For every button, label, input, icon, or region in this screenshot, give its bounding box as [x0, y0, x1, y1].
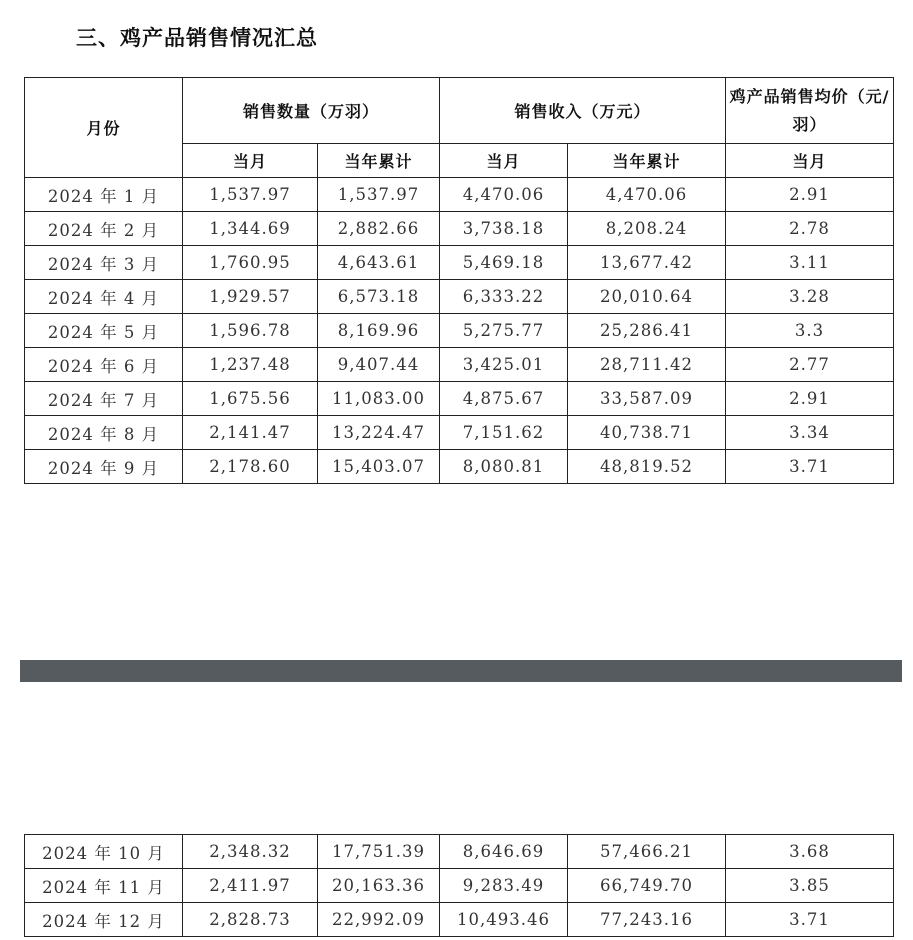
- table-row: [25, 246, 894, 280]
- month-cell: 2024 年 3 月: [25, 246, 183, 280]
- revenue-current-month-cell: 8,080.81: [440, 450, 568, 484]
- qty-ytd-cell: 20,163.36: [318, 869, 440, 903]
- qty-current-month-cell: 1,929.57: [183, 280, 318, 314]
- average-price-cell: 3.85: [726, 869, 894, 903]
- qty-current-month-cell: 2,828.73: [183, 903, 318, 937]
- sales-summary-table: [24, 77, 894, 484]
- revenue-ytd-cell: 77,243.16: [568, 903, 726, 937]
- revenue-current-month-cell: 4,470.06: [440, 178, 568, 212]
- qty-ytd-cell: 11,083.00: [318, 382, 440, 416]
- revenue-ytd-cell: 33,587.09: [568, 382, 726, 416]
- table-row: [25, 280, 894, 314]
- revenue-current-month-cell: 5,275.77: [440, 314, 568, 348]
- table-row: [25, 903, 894, 937]
- qty-current-month-cell: 1,537.97: [183, 178, 318, 212]
- revenue-ytd-cell: 48,819.52: [568, 450, 726, 484]
- revenue-current-month-cell: 8,646.69: [440, 835, 568, 869]
- qty-current-month-cell: 1,344.69: [183, 212, 318, 246]
- table-row: [25, 348, 894, 382]
- revenue-current-month-cell: 4,875.67: [440, 382, 568, 416]
- page-divider: [20, 660, 902, 682]
- header-sales-revenue: 销售收入（万元）: [440, 78, 726, 144]
- revenue-current-month-cell: 9,283.49: [440, 869, 568, 903]
- table-row: [25, 835, 894, 869]
- table-row: [25, 450, 894, 484]
- qty-current-month-cell: 1,675.56: [183, 382, 318, 416]
- month-cell: 2024 年 4 月: [25, 280, 183, 314]
- table-row: [25, 382, 894, 416]
- header-average-price: 鸡产品销售均价（元/羽）: [726, 78, 894, 144]
- month-cell: 2024 年 10 月: [25, 835, 183, 869]
- average-price-cell: 3.34: [726, 416, 894, 450]
- page-title: 三、鸡产品销售情况汇总: [76, 26, 318, 50]
- revenue-ytd-cell: 25,286.41: [568, 314, 726, 348]
- sales-summary-table-continued: [24, 834, 894, 937]
- header-qty-current-month: 当月: [183, 144, 318, 178]
- revenue-ytd-cell: 13,677.42: [568, 246, 726, 280]
- qty-ytd-cell: 22,992.09: [318, 903, 440, 937]
- revenue-ytd-cell: 28,711.42: [568, 348, 726, 382]
- revenue-current-month-cell: 3,738.18: [440, 212, 568, 246]
- table-row: [25, 869, 894, 903]
- header-price-current-month: 当月: [726, 144, 894, 178]
- revenue-current-month-cell: 5,469.18: [440, 246, 568, 280]
- average-price-cell: 3.68: [726, 835, 894, 869]
- month-cell: 2024 年 8 月: [25, 416, 183, 450]
- month-cell: 2024 年 7 月: [25, 382, 183, 416]
- qty-ytd-cell: 9,407.44: [318, 348, 440, 382]
- revenue-ytd-cell: 4,470.06: [568, 178, 726, 212]
- table-row: [25, 212, 894, 246]
- header-revenue-ytd: 当年累计: [568, 144, 726, 178]
- revenue-current-month-cell: 7,151.62: [440, 416, 568, 450]
- month-cell: 2024 年 11 月: [25, 869, 183, 903]
- header-qty-ytd: 当年累计: [318, 144, 440, 178]
- header-sales-quantity: 销售数量（万羽）: [183, 78, 440, 144]
- qty-ytd-cell: 13,224.47: [318, 416, 440, 450]
- revenue-ytd-cell: 57,466.21: [568, 835, 726, 869]
- average-price-cell: 2.91: [726, 178, 894, 212]
- average-price-cell: 3.11: [726, 246, 894, 280]
- qty-current-month-cell: 1,237.48: [183, 348, 318, 382]
- qty-ytd-cell: 4,643.61: [318, 246, 440, 280]
- average-price-cell: 2.91: [726, 382, 894, 416]
- month-cell: 2024 年 1 月: [25, 178, 183, 212]
- header-revenue-current-month: 当月: [440, 144, 568, 178]
- revenue-current-month-cell: 3,425.01: [440, 348, 568, 382]
- month-cell: 2024 年 6 月: [25, 348, 183, 382]
- month-cell: 2024 年 5 月: [25, 314, 183, 348]
- table-row: [25, 416, 894, 450]
- qty-current-month-cell: 1,760.95: [183, 246, 318, 280]
- average-price-cell: 3.71: [726, 450, 894, 484]
- qty-current-month-cell: 2,141.47: [183, 416, 318, 450]
- qty-ytd-cell: 17,751.39: [318, 835, 440, 869]
- revenue-current-month-cell: 10,493.46: [440, 903, 568, 937]
- qty-current-month-cell: 2,178.60: [183, 450, 318, 484]
- qty-current-month-cell: 2,348.32: [183, 835, 318, 869]
- average-price-cell: 3.28: [726, 280, 894, 314]
- qty-ytd-cell: 2,882.66: [318, 212, 440, 246]
- month-cell: 2024 年 9 月: [25, 450, 183, 484]
- average-price-cell: 2.78: [726, 212, 894, 246]
- revenue-ytd-cell: 8,208.24: [568, 212, 726, 246]
- revenue-ytd-cell: 66,749.70: [568, 869, 726, 903]
- qty-current-month-cell: 1,596.78: [183, 314, 318, 348]
- average-price-cell: 3.3: [726, 314, 894, 348]
- revenue-current-month-cell: 6,333.22: [440, 280, 568, 314]
- average-price-cell: 2.77: [726, 348, 894, 382]
- average-price-cell: 3.71: [726, 903, 894, 937]
- revenue-ytd-cell: 40,738.71: [568, 416, 726, 450]
- table-row: [25, 178, 894, 212]
- header-month: 月份: [25, 78, 183, 178]
- qty-ytd-cell: 6,573.18: [318, 280, 440, 314]
- revenue-ytd-cell: 20,010.64: [568, 280, 726, 314]
- table-row: [25, 314, 894, 348]
- qty-ytd-cell: 8,169.96: [318, 314, 440, 348]
- qty-ytd-cell: 15,403.07: [318, 450, 440, 484]
- month-cell: 2024 年 2 月: [25, 212, 183, 246]
- month-cell: 2024 年 12 月: [25, 903, 183, 937]
- qty-current-month-cell: 2,411.97: [183, 869, 318, 903]
- qty-ytd-cell: 1,537.97: [318, 178, 440, 212]
